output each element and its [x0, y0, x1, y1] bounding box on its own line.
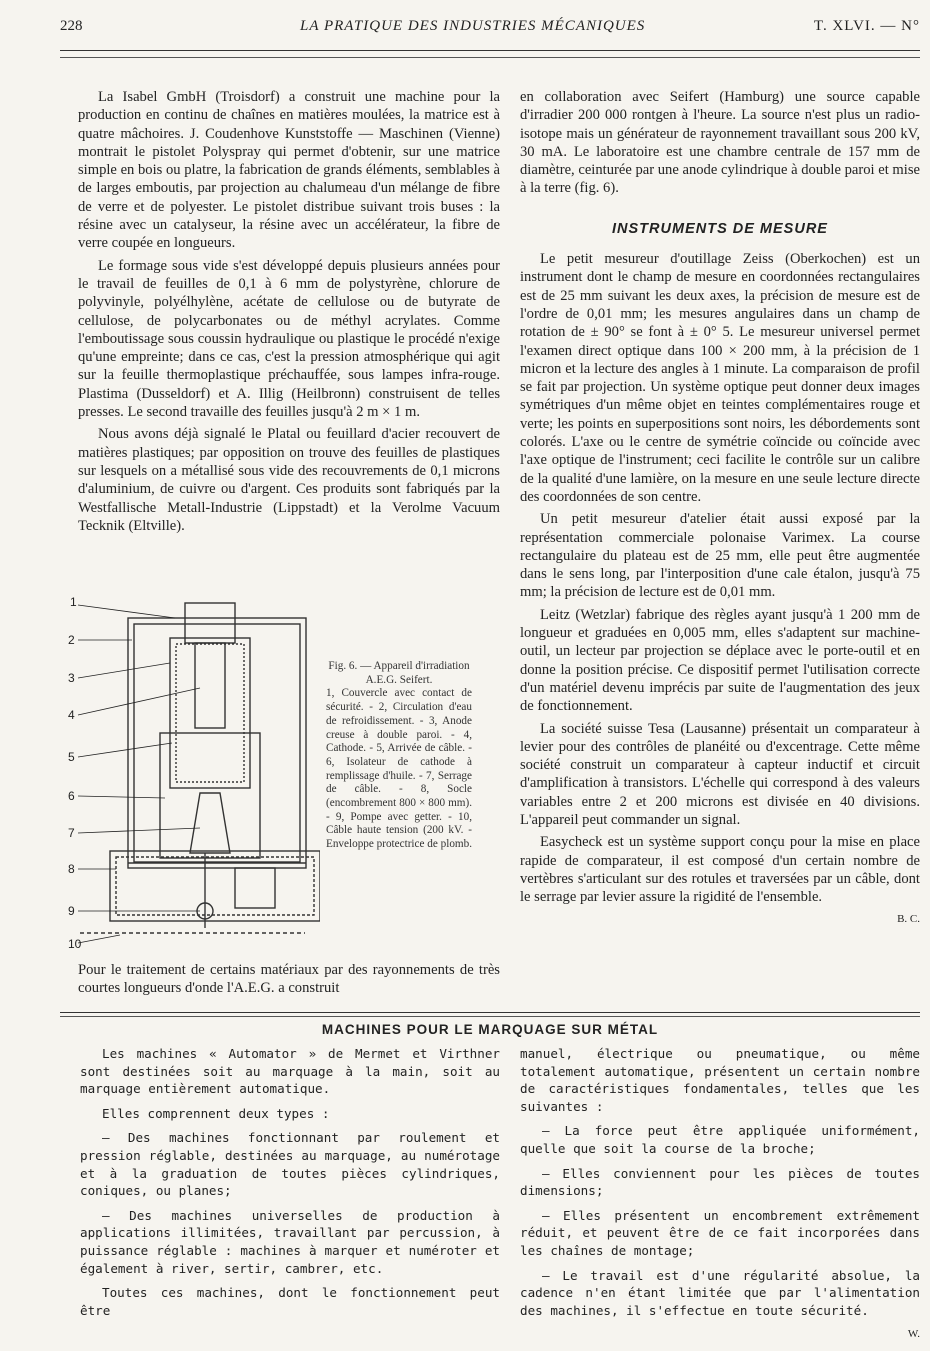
figure-label-2: 2 [68, 633, 75, 647]
page-number: 228 [60, 18, 83, 34]
figure-caption [326, 660, 472, 852]
caption-legend: 1, Couvercle avec contact de sécurité. - 2, Circulation d'eau de refroidissement. - 3, Anode creuse à double paroi. - 4, Cathode. - 5, Arrivée de câble. - 6, Isolateur de cathode à remplissage d'huile. - 7, Serrage de câble. - 8, Socle (encombrement 800 × 800 mm). - 9, Pompe avec getter. - 10, Câble haute tension (200 kV. - Enveloppe protectrice de plomb. [326, 687, 473, 851]
paragraph: Les machines « Automator » de Mermet et Virthner sont destinées soit au marquage à la main, soit au marquage entièrement automatique. [80, 1046, 500, 1097]
paragraph: La société suisse Tesa (Lausanne) présentait un comparateur à levier pour des contrôles de planéité ou d'excentrage. Cette même société construit un comparateur à capteur inductif et circuit d'amplification à transistors. L'échelle qui correspond à des valeurs variables entre 2 et 200 microns est divisée en 40 divisions. L'appareil peut commander un signal. [520, 720, 920, 828]
paragraph: Nous avons déjà signalé le Platal ou feuillard d'acier recouvert de matières plastiques; par opposition on trouve des feuilles de plastiques sur lesquels on a métallisé sous vide des recouvrements de 0,1 microns d'aluminium, de cuivre ou d'argent. Ces produits sont fabriqués par la Westfallische Metall-Industrie (Lippstadt) et la Verolme Vacuum Tecknik (Eltville). [78, 426, 500, 534]
paragraph: — Des machines universelles de production à applications illimitées, travaillant par percussion, à puissance réglable : machines à marquer et numéroter et également à river, sertir, cambrer, etc. [80, 1207, 500, 1276]
paragraph: — Le travail est d'une régularité absolue, la cadence n'en étant limitée que par l'alimentation des machines, il s'effectue en toute sécurité. [520, 1267, 920, 1318]
figure-label-6: 6 [68, 789, 75, 803]
page-header [60, 18, 920, 40]
running-title: LA PRATIQUE DES INDUSTRIES MÉCANIQUES [300, 18, 646, 34]
caption-title: Fig. 6. — Appareil d'irradiation A.E.G. Seifert. [328, 660, 470, 686]
figure-label-10: 10 [68, 937, 82, 951]
section-rule-thin [60, 1016, 920, 1017]
figure-label-8: 8 [68, 862, 75, 876]
author-signature: B. C. [897, 913, 920, 926]
author-signature: W. [907, 1328, 920, 1341]
figure-6-apparatus-drawing [60, 593, 320, 953]
section-title: INSTRUMENTS DE MESURE [612, 220, 828, 237]
paragraph: La Isabel GmbH (Troisdorf) a construit une machine pour la production en continu de chaînes en matières moulées, la matrice est à quatre mâchoires. J. Coudenhove Kunststoffe — Maschinen (Vienne) montrait le pistolet Polyspray qui permet d'obtenir, sur une matrice simple en bois ou platre, la fabrication de grands éléments, semblables à de larges emboutis, par projection au chalumeau d'un mélange de fibre de verre et de polyester. Le pistolet distribue suivant trois buses : la résine avec un catalyseur, la résine avec un accélérateur, la fibre de verre coupée en longueurs. [78, 89, 500, 252]
left-column [78, 88, 500, 539]
paragraph: Le petit mesureur d'outillage Zeiss (Oberkochen) est un instrument dont le champ de mesure en coordonnées rectangulaires est de 25 mm suivant les deux axes, la précision de mesure est de l'ordre de 0,01 mm; les mesures angulaires dans un champ de rotation de ± 90° se font à ± 0° 5. Le mesureur universel permet l'examen direct optique dans 100 × 200 mm, à la précision de 1 micron et la lecture des angles à 1 minute. La comparaison de profil se fait par projection. Un système optique peut donner deux images symétriques d'un même objet en teintes complémentaires rouge et verte; les points en superpositions sont noirs, les débordements sont colorés. L'axe ou le centre de symétrie coïncide ou coïncide avec l'axe optique de l'instrument; ceci facilite le contrôle sur un calibre de la qualité d'une lamière, on la mesure en une seule lecture directe des coordonnées de son centre. [520, 251, 920, 505]
paragraph: — Elles conviennent pour les pièces de toutes dimensions; [520, 1165, 920, 1199]
paragraph: en collaboration avec Seifert (Hamburg) une source capable d'irradier 200 000 rontgen à l'heure. La source n'est plus un radio-isotope mais un générateur de rayonnement travaillant sous 200 kV, 30 mA. Le laboratoire est une chambre centrale de 157 mm de diamètre, ceinturée par une anode cylindrique à double paroi et mise à la terre (fig. 6). [520, 89, 920, 197]
figure-label-7: 7 [68, 826, 75, 840]
paragraph: Elles comprennent deux types : [102, 1105, 330, 1121]
paragraph: — Elles présentent un encombrement extrêmement réduit, et peuvent être de ce fait incorporées dans les chaînes de montage; [520, 1207, 920, 1258]
paragraph: Leitz (Wetzlar) fabrique des règles ayant jusqu'à 1 200 mm de longueur et graduées en 0,005 mm, elles s'adaptent sur machine-outil, un lecteur par projection se déplace avec le porte-outil et en donne la position précise. Ce dispositif permet l'utilisation correcte d'un matériel devenu imprécis par suite de l'augmentation des jeux de fonctionnement. [520, 606, 920, 715]
bottom-left-column [80, 1045, 500, 1326]
header-rule-thin [60, 57, 920, 58]
paragraph: — Des machines fonctionnant par roulement et pression réglable, destinées au marquage, au numérotage et à la graduation de toutes pièces cylindriques, coniques, ou planes; [80, 1130, 500, 1199]
figure-label-9: 9 [68, 904, 75, 918]
bottom-right-column [520, 1045, 920, 1344]
paragraph: manuel, électrique ou pneumatique, ou même totalement automatique, présentent un certain nombre de caractéristiques fondamentales, telles que les suivantes : [520, 1046, 920, 1114]
volume-number: T. XLVI. — N° [813, 18, 920, 34]
right-column [520, 88, 920, 929]
paragraph: Easycheck est un système support conçu pour la mise en place rapide de comparateur, il est composé d'un certain nombre de vertèbres s'articulant sur des rotules et traversées par un câble, dont le serrage par levier assure la rigidité de l'ensemble. [520, 834, 920, 906]
left-column-tail: Pour le traitement de certains matériaux par des rayonnements de très courtes longueurs d'onde l'A.E.G. a construit [78, 962, 500, 997]
figure-label-5: 5 [68, 750, 75, 764]
section-rule [60, 1012, 920, 1013]
figure-label-3: 3 [68, 671, 75, 685]
paragraph: Un petit mesureur d'atelier était aussi exposé par la représentation commerciale polonaise Varimex. La course rectangulaire du plateau est de 25 mm, elle peut être augmentée dans le sens long, par l'interposition d'une cale étalon, jusqu'à 75 mm; la précision de lecture est de 0,01 mm. [520, 511, 920, 601]
paragraph: — La force peut être appliquée uniformément, quelle que soit la course de la broche; [520, 1123, 920, 1156]
figure-label-4: 4 [68, 708, 75, 722]
figure-label-1: 1 [70, 595, 77, 609]
paragraph: Toutes ces machines, dont le fonctionnement peut être [80, 1285, 500, 1318]
irradiation-apparatus-diagram [60, 593, 320, 953]
header-rule [60, 50, 920, 51]
bottom-section-title: MACHINES POUR LE MARQUAGE SUR MÉTAL [321, 1022, 659, 1037]
paragraph: Le formage sous vide s'est développé depuis plusieurs années pour le travail de feuilles de 0,1 à 6 mm de polystyrène, chlorure de polyvinyle, polyélhylène, acétate de cellulose ou de butyrate de cellulose, de polycarbonates ou de méthyl acrylates. Comme l'emboutissage sous coussin hydraulique ou plastique le procédé n'exige qu'une empreinte; dans ce cas, c'est la pression atmosphérique qui agit sur la feuille thermoplastique préchauffée, sous lampes infra-rouge. Plastima (Dusseldorf) et A. Illig (Heilbronn) construisent de telles presses. Le second travaille des feuilles jusqu'à 2 m × 1 m. [78, 257, 500, 421]
